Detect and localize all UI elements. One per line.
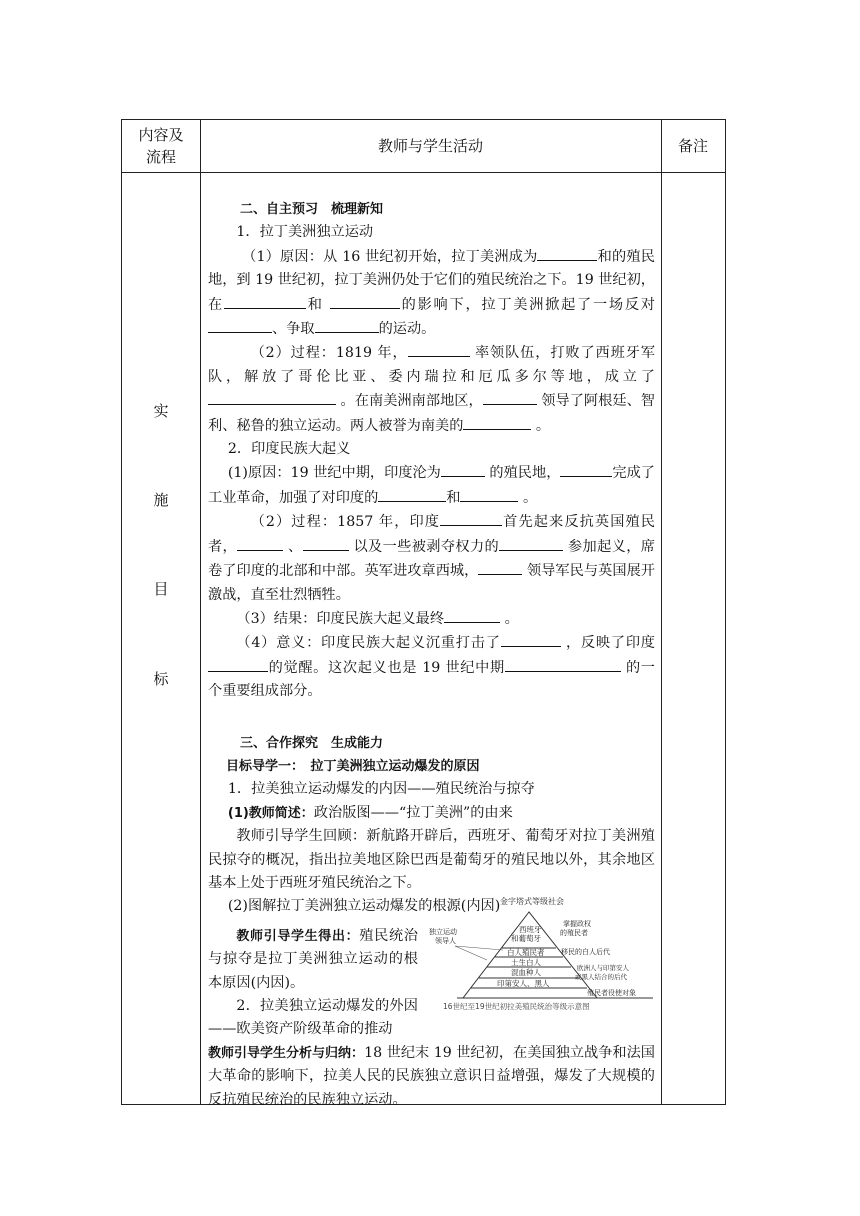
goal-heading: 目标导学一： 拉丁美洲独立运动爆发的原因 <box>226 758 480 774</box>
paragraph-india-cause: (1)原因：19 世纪中期，印度沦为 的殖民地， 完成了工业革命，加强了对印度的 和 。 <box>208 461 655 510</box>
pyramid-title: 金字塔式等级社会 <box>500 897 564 906</box>
header-divider <box>122 172 725 173</box>
pyramid-caption: 16世纪至19世纪初拉美殖民统治等级示意图 <box>443 1002 590 1010</box>
teacher-analysis: 教师引导学生分析与归纳：18 世纪末 19 世纪初，在美国独立战争和法国大革命的影响下，拉美人民的民族独立意识日益增强，爆发了大规模的反抗殖民统治的民族独立运动。 <box>208 1044 655 1108</box>
tier-label: 西班牙和葡萄牙 <box>511 925 542 943</box>
diagram-intro: (2)图解拉丁美洲独立运动爆发的根源(内因) <box>227 898 501 915</box>
tier-label: 土生白人 <box>511 958 541 967</box>
paragraph-process: （2）过程：1819 年， 率领队伍，打败了西班牙军队，解放了哥伦比亚、委内瑞拉和厄瓜多尔等地，成立了 。在南美洲南部地区， 领导了阿根廷、智利、秘鲁的独立运动。两人被誉为南美的 。 <box>208 341 655 438</box>
point-external-cause: 2．拉美独立运动爆发的外因——欧美资产阶级革命的推动 <box>208 998 418 1038</box>
column-divider <box>661 120 662 1104</box>
teacher-review: 教师引导学生回顾：新航路开辟后，西班牙、葡萄牙对拉丁美洲殖民掠夺的概况，指出拉美地区除巴西是葡萄牙的殖民地以外，其余地区基本上处于西班牙殖民统治之下。 <box>208 828 655 891</box>
lesson-plan-table <box>121 119 726 1108</box>
tier-label: 白人殖民者 <box>507 948 545 957</box>
header-activities: 教师与学生活动 <box>377 137 483 155</box>
right-label: 掌握政权的殖民者 <box>560 920 591 937</box>
right-label: 移民的白人后代 <box>561 948 610 956</box>
tier-label: 混血种人 <box>511 968 541 977</box>
point-internal-cause: 1．拉美独立运动爆发的内因——殖民统治与掠夺 <box>227 781 535 798</box>
subheading: 1．拉丁美洲独立运动 <box>236 224 374 241</box>
section-title: 三、合作探究 生成能力 <box>240 735 384 751</box>
side-label-char: 标 <box>153 670 169 688</box>
side-label-char: 目 <box>153 580 169 598</box>
paragraph-india-result: （3）结果：印度民族大起义最终 。 <box>208 607 655 631</box>
pyramid-diagram <box>427 894 655 1010</box>
column-divider <box>200 120 201 1104</box>
side-label-char: 施 <box>153 491 169 509</box>
right-label: 欧洲人与印第安人或黑人结合的后代 <box>575 964 629 981</box>
tier-label: 印第安人、黑人 <box>497 979 550 988</box>
teacher-brief: (1)教师简述：政治版图——“拉丁美洲”的由来 <box>227 804 513 821</box>
subheading: 2．印度民族大起义 <box>227 441 351 458</box>
section-title: 二、自主预习 梳理新知 <box>240 202 384 217</box>
paragraph-cause: （1）原因：从 16 世纪初开始，拉丁美洲成为 和的殖民地，到 19 世纪初，拉丁美洲仍处于它们的殖民统治之下。19 世纪初，在 和 的影响下，拉丁美洲掀起了一场反对、争取 的运动。 <box>208 245 655 342</box>
header-content-flow: 内容及 流程 <box>138 126 184 166</box>
header-remarks: 备注 <box>677 137 708 155</box>
paragraph-india-significance: （4）意义：印度民族大起义沉重打击了 ，反映了印度的觉醒。这次起义也是 19 世纪中期 的一个重要组成部分。 <box>208 631 655 703</box>
left-label: 独立运动领导人 <box>429 928 457 945</box>
pyramid-svg <box>427 894 655 1010</box>
teacher-conclusion: 教师引导学生得出：殖民统治与掠夺是拉丁美洲独立运动的根本原因(内因)。 <box>208 927 418 991</box>
right-label: 殖民者役使对象 <box>587 989 636 997</box>
paragraph-india-process: （2）过程：1857 年，印度 首先起来反抗英国殖民者， 、 以及一些被剥夺权力的 参加起义，席卷了印度的北部和中部。英军进攻章西城， 领导军民与英国展开激战，直至壮烈牺牲。 <box>208 510 655 607</box>
side-label-char: 实 <box>153 402 169 420</box>
